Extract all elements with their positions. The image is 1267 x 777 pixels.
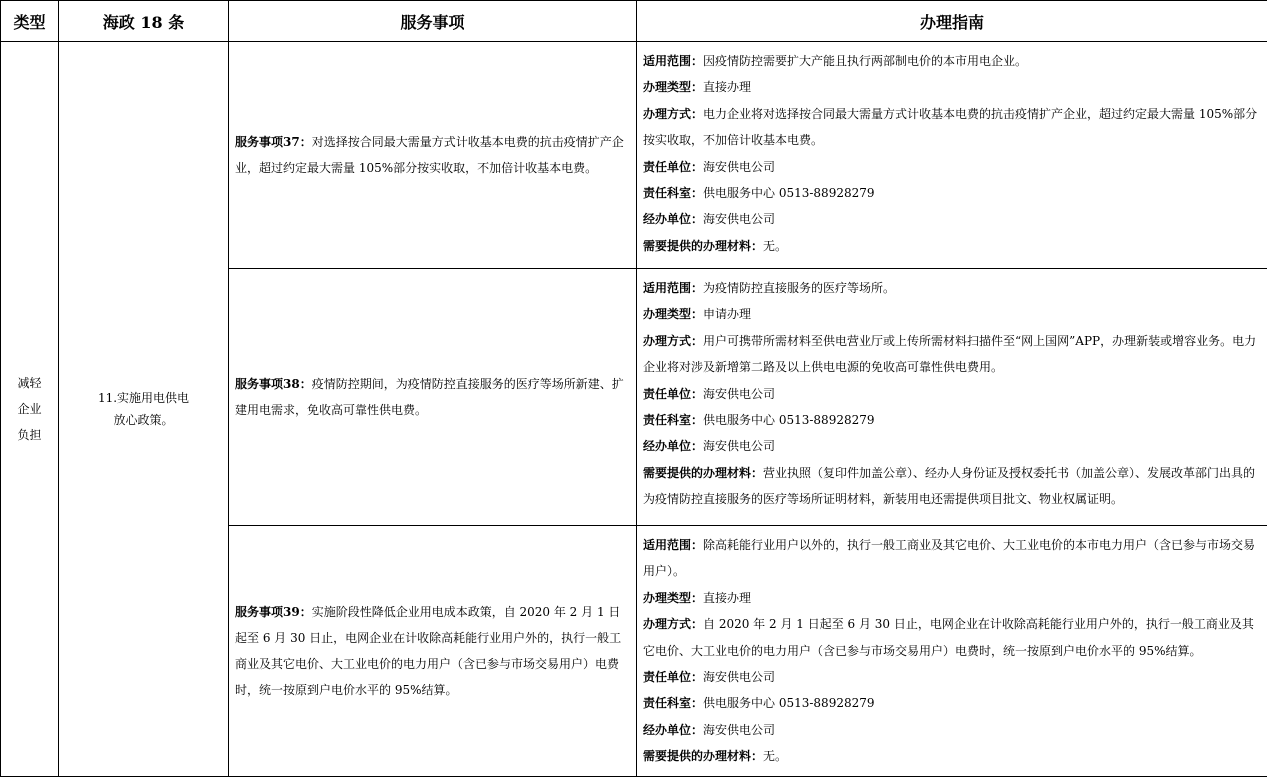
type-cell [1,42,59,777]
guide-label: 需要提供的办理材料： [643,749,764,764]
service-label: 服务事项38： [235,377,312,391]
guide-text: 申请办理 [703,307,752,322]
service-label: 服务事项37： [235,135,312,149]
guide-cell [637,42,1267,269]
guide-label: 办理类型： [643,307,704,322]
guide-label: 责任科室： [643,413,704,428]
guide-item [643,206,1261,232]
table-row [1,42,1267,269]
guide-label: 办理类型： [643,80,704,95]
guide-text: 海安供电公司 [703,386,776,401]
guide-item [643,407,1261,433]
service-text: 实施阶段性降低企业用电成本政策，自 2020 年 2 月 1 日起至 6 月 30 日止，电网企业在计收除高耗能行业用户外的，执行一般工商业及其它电价、大工业电价的电力用户（含已参与市场交易用户）电费时，统一按原到户电价水平的 95%结算。 [235,605,622,697]
guide-label: 责任科室： [643,696,704,711]
guide-label: 适用范围： [643,54,704,68]
guide-text: 海安供电公司 [703,159,776,174]
header-service: 服务事项 [229,1,637,42]
guide-text: 无。 [763,749,788,764]
policy-line: 11.实施用电供电 [97,391,190,405]
service-text: 对选择按合同最大需量方式计收基本电费的抗击疫情扩产企业，超过约定最大需量 105%部分按实收取，不加倍计收基本电费。 [235,135,624,175]
guide-item [643,180,1261,206]
guide-text: 电力企业将对选择按合同最大需量方式计收基本电费的抗击疫情扩产企业，超过约定最大需量 105%部分按实收取，不加倍计收基本电费。 [643,106,1258,148]
service-cell [229,42,637,269]
guide-text: 海安供电公司 [703,212,776,227]
guide-cell [637,526,1267,777]
header-type: 类型 [1,1,59,42]
header-guide: 办理指南 [637,1,1267,42]
guide-label: 需要提供的办理材料： [643,238,764,253]
guide-label: 责任单位： [643,159,704,174]
guide-label: 适用范围： [643,538,704,552]
type-line: 企业 [17,402,42,416]
guide-text: 供电服务中心 0513-88928279 [703,696,875,711]
guide-item [643,154,1261,180]
guide-label: 办理方式： [643,617,704,632]
policy-line: 放心政策。 [113,413,174,427]
guide-label: 责任单位： [643,386,704,401]
guide-item [643,74,1261,100]
guide-item [643,101,1261,154]
service-text: 疫情防控期间，为疫情防控直接服务的医疗等场所新建、扩建用电需求，免收高可靠性供电费。 [235,377,624,417]
guide-label: 办理方式： [643,106,704,121]
guide-label: 经办单位： [643,439,704,454]
guide-text: 直接办理 [703,80,752,95]
guide-item [643,717,1261,743]
guide-label: 经办单位： [643,722,704,737]
guide-text: 海安供电公司 [703,439,776,454]
service-label: 服务事项39： [235,605,312,619]
guide-text: 海安供电公司 [703,670,776,685]
guide-text: 供电服务中心 0513-88928279 [703,186,875,201]
guide-item [643,48,1261,74]
guide-item [643,233,1261,259]
policy-cell [59,42,229,777]
guide-item [643,460,1261,513]
guide-label: 办理类型： [643,590,704,605]
guide-text: 自 2020 年 2 月 1 日起至 6 月 30 日止，电网企业在计收除高耗能行业用户外的，执行一般工商业及其它电价、大工业电价的电力用户（含已参与市场交易用户）电费时，统一按原到户电价水平的 95%结算。 [643,617,1254,658]
guide-item [643,532,1261,585]
guide-text: 海安供电公司 [703,722,776,737]
guide-label: 适用范围： [643,281,704,295]
header-row [1,1,1267,42]
guide-item [643,664,1261,690]
guide-item [643,585,1261,611]
service-cell [229,269,637,526]
guide-text: 无。 [763,238,788,253]
guide-text: 营业执照（复印件加盖公章）、经办人身份证及授权委托书（加盖公章）、发展改革部门出具的为疫情防控直接服务的医疗等场所证明材料，新装用电还需提供项目批文、物业权属证明。 [643,465,1256,507]
guide-item [643,433,1261,459]
guide-label: 办理方式： [643,333,704,348]
guide-label: 责任单位： [643,670,704,685]
guide-label: 责任科室： [643,186,704,201]
guide-text: 用户可携带所需材料至供电营业厅或上传所需材料扫描件至“网上国网”APP，办理新装或增容业务。电力企业将对涉及新增第二路及以上供电电源的免收高可靠性供电费用。 [643,333,1257,375]
type-line: 负担 [17,428,42,442]
header-policy: 海政 18 条 [59,1,229,42]
guide-text: 除高耗能行业用户以外的，执行一般工商业及其它电价、大工业电价的本市电力用户（含已参与市场交易用户）。 [643,538,1256,579]
guide-item [643,328,1261,381]
guide-item [643,690,1261,716]
type-line: 减轻 [17,376,42,390]
guide-item [643,275,1261,301]
guide-text: 供电服务中心 0513-88928279 [703,413,875,428]
guide-cell [637,269,1267,526]
guide-text: 直接办理 [703,590,752,605]
guide-text: 为疫情防控直接服务的医疗等场所。 [703,281,896,295]
service-cell [229,526,637,777]
guide-item [643,301,1261,327]
guide-text: 因疫情防控需要扩大产能且执行两部制电价的本市用电企业。 [703,54,1028,68]
guide-item [643,743,1261,769]
guide-label: 需要提供的办理材料： [643,465,764,480]
guide-label: 经办单位： [643,212,704,227]
guide-item [643,381,1261,407]
guide-item [643,611,1261,664]
